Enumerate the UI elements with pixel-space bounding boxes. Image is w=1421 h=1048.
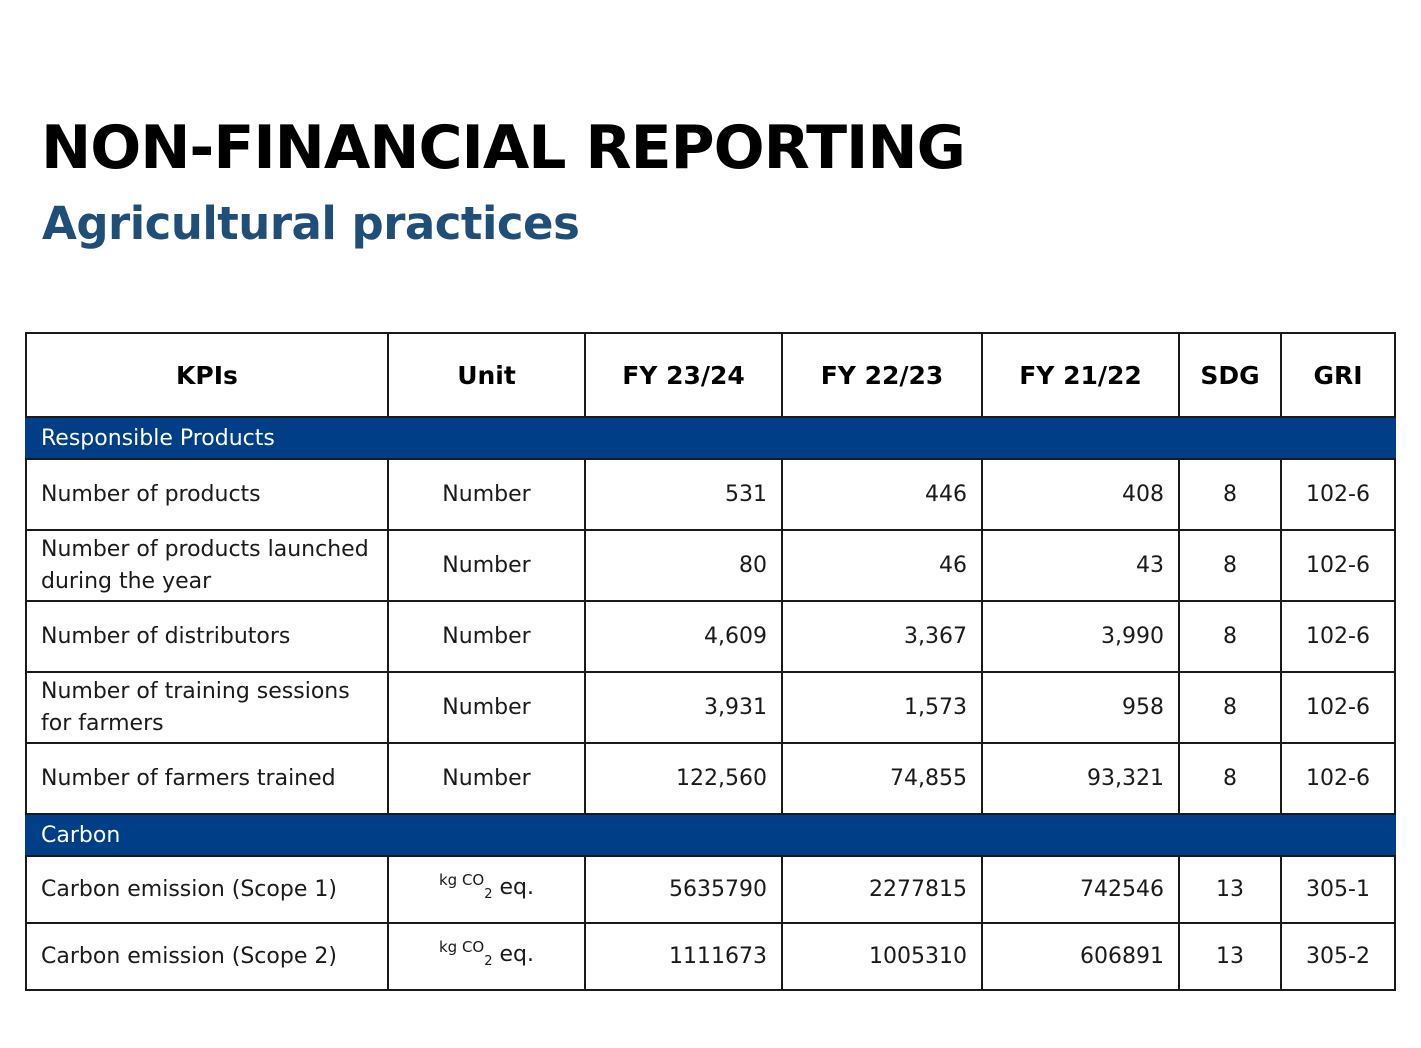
sdg-value: 8	[1179, 459, 1281, 530]
unit-cell	[388, 856, 585, 923]
unit-suffix: eq.	[492, 942, 535, 967]
unit-cell: Number	[388, 601, 585, 672]
unit-cell: Number	[388, 459, 585, 530]
fy2122-value: 3,990	[982, 601, 1179, 672]
kpi-name: Number of training sessions for farmers	[26, 672, 388, 743]
header-fy2223: FY 22/23	[782, 333, 982, 417]
section-row-responsible-products	[26, 417, 1395, 459]
table-row	[26, 923, 1395, 990]
fy2223-value: 1005310	[782, 923, 982, 990]
table-row	[26, 530, 1395, 601]
gri-value: 102-6	[1281, 672, 1395, 743]
fy2122-value: 408	[982, 459, 1179, 530]
table-row	[26, 856, 1395, 923]
fy2223-value: 46	[782, 530, 982, 601]
kpi-name: Carbon emission (Scope 2)	[26, 923, 388, 990]
unit-cell	[388, 923, 585, 990]
gri-value: 102-6	[1281, 459, 1395, 530]
fy2223-value: 2277815	[782, 856, 982, 923]
section-label: Carbon	[26, 814, 1395, 856]
fy2324-value: 4,609	[585, 601, 782, 672]
gri-value: 102-6	[1281, 601, 1395, 672]
gri-value: 305-2	[1281, 923, 1395, 990]
header-kpis: KPIs	[26, 333, 388, 417]
kpi-name: Number of products	[26, 459, 388, 530]
table-row	[26, 601, 1395, 672]
fy2223-value: 3,367	[782, 601, 982, 672]
unit-prefix: kg CO	[438, 871, 485, 889]
header-sdg: SDG	[1179, 333, 1281, 417]
unit-prefix: kg CO	[438, 938, 485, 956]
fy2223-value: 1,573	[782, 672, 982, 743]
sdg-value: 8	[1179, 601, 1281, 672]
fy2122-value: 93,321	[982, 743, 1179, 814]
unit-cell: Number	[388, 743, 585, 814]
table-header-row	[26, 333, 1395, 417]
fy2122-value: 742546	[982, 856, 1179, 923]
gri-value: 305-1	[1281, 856, 1395, 923]
kpi-table	[25, 332, 1396, 991]
sdg-value: 13	[1179, 856, 1281, 923]
fy2324-value: 3,931	[585, 672, 782, 743]
kpi-name: Number of products launched during the year	[26, 530, 388, 601]
header-unit: Unit	[388, 333, 585, 417]
fy2223-value: 446	[782, 459, 982, 530]
header-gri: GRI	[1281, 333, 1395, 417]
sdg-value: 8	[1179, 530, 1281, 601]
unit-suffix: eq.	[492, 875, 535, 900]
table-row	[26, 743, 1395, 814]
fy2223-value: 74,855	[782, 743, 982, 814]
fy2324-value: 80	[585, 530, 782, 601]
unit-cell: Number	[388, 672, 585, 743]
header-fy2324: FY 23/24	[585, 333, 782, 417]
sdg-value: 8	[1179, 743, 1281, 814]
page-subtitle: Agricultural practices	[42, 197, 580, 250]
fy2324-value: 1111673	[585, 923, 782, 990]
kpi-name: Number of distributors	[26, 601, 388, 672]
section-label: Responsible Products	[26, 417, 1395, 459]
header-fy2122: FY 21/22	[982, 333, 1179, 417]
unit-cell: Number	[388, 530, 585, 601]
sdg-value: 13	[1179, 923, 1281, 990]
table-row	[26, 672, 1395, 743]
kpi-name: Carbon emission (Scope 1)	[26, 856, 388, 923]
fy2324-value: 531	[585, 459, 782, 530]
gri-value: 102-6	[1281, 743, 1395, 814]
fy2324-value: 5635790	[585, 856, 782, 923]
gri-value: 102-6	[1281, 530, 1395, 601]
fy2324-value: 122,560	[585, 743, 782, 814]
sdg-value: 8	[1179, 672, 1281, 743]
table-row	[26, 459, 1395, 530]
section-row-carbon	[26, 814, 1395, 856]
kpi-name: Number of farmers trained	[26, 743, 388, 814]
fy2122-value: 606891	[982, 923, 1179, 990]
unit-subscript: 2	[484, 887, 493, 902]
fy2122-value: 958	[982, 672, 1179, 743]
fy2122-value: 43	[982, 530, 1179, 601]
page-title: NON-FINANCIAL REPORTING	[41, 113, 965, 183]
unit-subscript: 2	[484, 954, 493, 969]
